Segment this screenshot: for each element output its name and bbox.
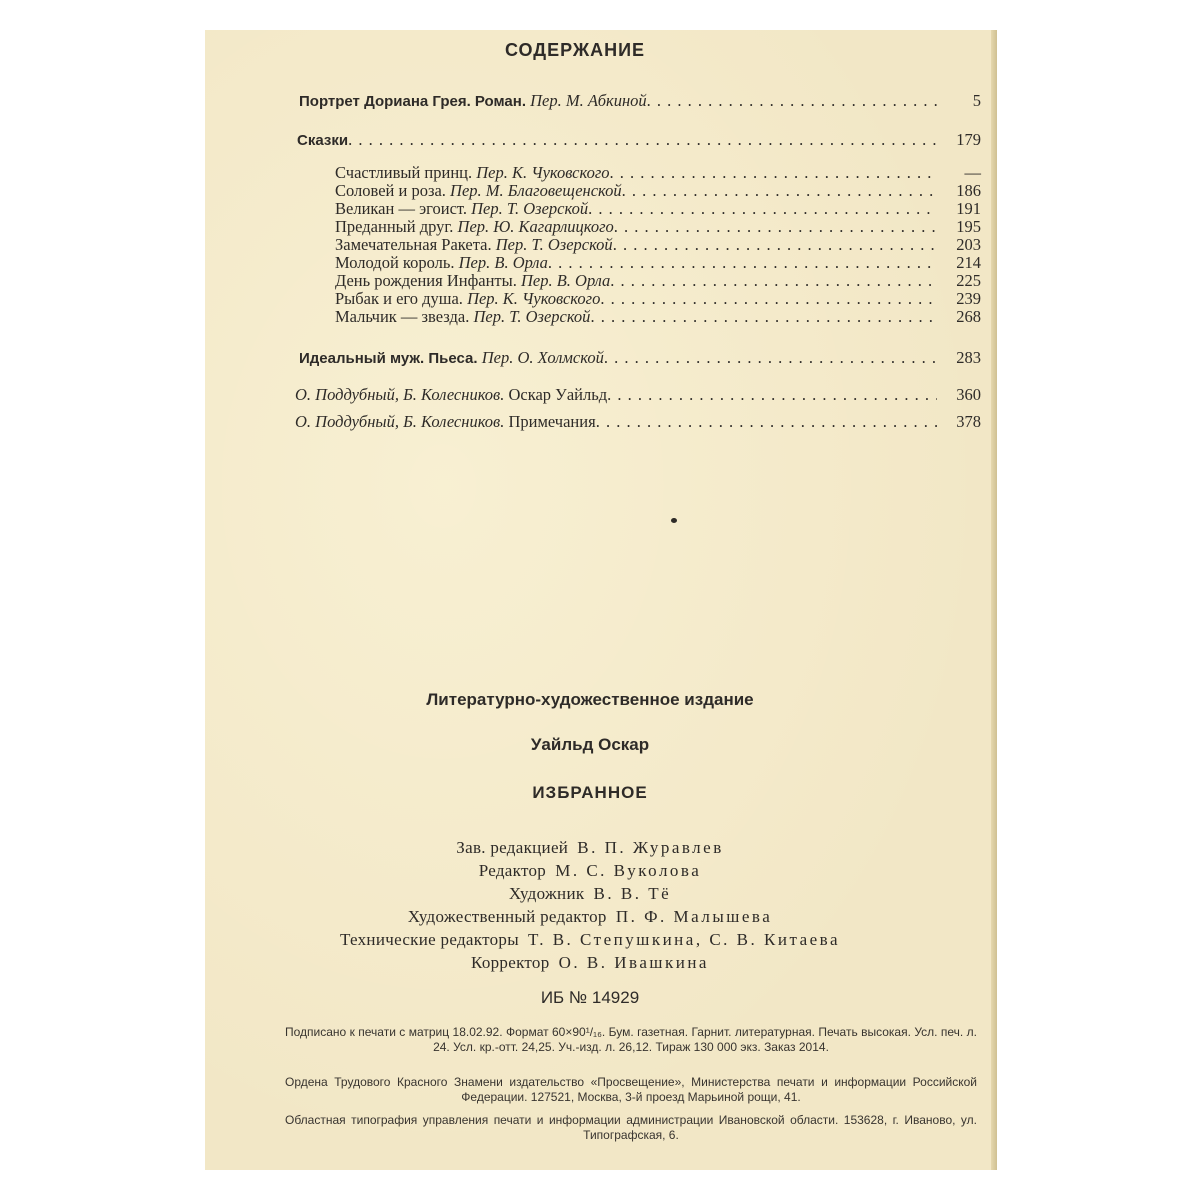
- toc-tale-translator: Пер. М. Благовещенской: [450, 181, 622, 200]
- toc-leader: [613, 235, 937, 255]
- toc-tale-page: 195: [956, 217, 981, 236]
- toc-tale-translator: Пер. Т. Озерской: [473, 307, 591, 326]
- staff-role: Редактор: [478, 861, 547, 880]
- staff-role: Технические редакторы: [339, 930, 519, 949]
- staff-name: В. П. Журавлев: [577, 838, 724, 857]
- toc-tale-translator: Пер. Т. Озерской: [495, 235, 613, 254]
- toc-tale-title: Счастливый принц.: [335, 163, 473, 182]
- publisher-info: Ордена Трудового Красного Знамени издательство «Просвещение», Министерства печати и информации Российской Федерации. 127521, Москва, 3-й проезд Марьиной рощи, 41.: [285, 1075, 977, 1104]
- page-edge: [991, 30, 997, 1170]
- staff-name: Т. В. Степушкина, С. В. Китаева: [528, 930, 841, 949]
- toc-tale-page: 203: [956, 235, 981, 254]
- toc-entry-page: 5: [972, 91, 981, 110]
- toc-leader: [622, 181, 937, 201]
- toc-tale-title: Великан — эгоист.: [335, 199, 467, 218]
- toc-leader: [548, 253, 937, 273]
- print-info: Подписано к печати с матриц 18.02.92. Формат 60×90¹/₁₆. Бум. газетная. Гарнит. литературная. Печать высокая. Усл. печ. л. 24. Усл. кр.-отт. 24,25. Уч.-изд. л. 26,12. Тираж 130 000 экз. Заказ 2014.: [285, 1025, 977, 1054]
- staff-line: [205, 953, 975, 973]
- toc-entry-page: 378: [956, 412, 981, 431]
- book-author: Уайльд Оскар: [530, 735, 650, 754]
- toc-leader: [348, 130, 937, 150]
- book-page: [205, 30, 997, 1170]
- toc-leader: [610, 163, 937, 183]
- toc-tale-translator: Пер. Ю. Кагарлицкого: [457, 217, 614, 236]
- toc-tale-title: Рыбак и его душа.: [335, 289, 463, 308]
- staff-line: [205, 884, 975, 904]
- staff-line: [205, 861, 975, 881]
- toc-tale-translator: Пер. В. Орла: [520, 271, 611, 290]
- toc-entry-skazki: [297, 130, 981, 152]
- toc-tale-title: Замечательная Ракета.: [335, 235, 492, 254]
- staff-name: О. В. Ивашкина: [558, 953, 709, 972]
- staff-name: П. Ф. Малышева: [615, 907, 773, 926]
- staff-name: М. С. Вуколова: [555, 861, 702, 880]
- toc-tale: [335, 307, 981, 329]
- toc-leader: [596, 412, 937, 432]
- toc-tale-title: Молодой король.: [335, 253, 455, 272]
- toc-leader: [607, 385, 937, 405]
- toc-entry-authors: О. Поддубный, Б. Колесников.: [295, 412, 505, 431]
- toc-tale-page: 191: [956, 199, 981, 218]
- toc-entry-title: Примечания: [508, 412, 596, 431]
- toc-leader: [588, 199, 937, 219]
- toc-tale-page: 186: [956, 181, 981, 200]
- printer-info: Областная типография управления печати и информации администрации Ивановской области. 153628, г. Иваново, ул. Типографская, 6.: [285, 1113, 977, 1142]
- toc-leader: [590, 307, 937, 327]
- toc-entry-translator: Пер. О. Холмской: [481, 348, 604, 367]
- staff-role: Художник: [508, 884, 585, 903]
- staff-line: [205, 838, 975, 858]
- toc-tale-page: —: [964, 163, 981, 182]
- toc-entry-page: 283: [956, 348, 981, 367]
- staff-line: [205, 930, 975, 950]
- toc-entry-husband: [299, 348, 981, 370]
- staff-role: Художественный редактор: [407, 907, 607, 926]
- toc-entry-notes: [295, 412, 981, 434]
- toc-tale-translator: Пер. К. Чуковского: [467, 289, 601, 308]
- toc-tale-translator: Пер. В. Орла: [458, 253, 548, 272]
- staff-role: Зав. редакцией: [456, 838, 569, 857]
- toc-tale-translator: Пер. Т. Озерской: [471, 199, 589, 218]
- toc-tale-page: 225: [956, 271, 981, 290]
- toc-leader: [614, 217, 937, 237]
- toc-tale-translator: Пер. К. Чуковского: [476, 163, 610, 182]
- printer-dot: [671, 518, 677, 523]
- edition-type: Литературно-художественное издание: [426, 690, 754, 709]
- toc-tale-title: Мальчик — звезда.: [335, 307, 470, 326]
- staff-name: В. В. Тё: [593, 884, 672, 903]
- toc-leader: [600, 289, 937, 309]
- toc-entry-page: 360: [956, 385, 981, 404]
- toc-entry-title: Портрет Дориана Грея. Роман.: [299, 93, 526, 110]
- toc-leader: [604, 348, 937, 368]
- toc-tale-page: 268: [956, 307, 981, 326]
- toc-entry-title: Идеальный муж. Пьеса.: [299, 350, 478, 367]
- toc-tale-page: 214: [956, 253, 981, 272]
- toc-tale-page: 239: [956, 289, 981, 308]
- toc-entry-title: Оскар Уайльд: [508, 385, 608, 404]
- staff-role: Корректор: [471, 953, 550, 972]
- toc-entry-title: Сказки: [297, 132, 349, 149]
- toc-tale-title: Преданный друг.: [335, 217, 454, 236]
- toc-tale-title: День рождения Инфанты.: [335, 271, 517, 290]
- ib-number: ИБ № 14929: [540, 988, 640, 1007]
- staff-line: [205, 907, 975, 927]
- toc-leader: [647, 91, 937, 111]
- toc-tale-title: Соловей и роза.: [335, 181, 446, 200]
- toc-leader: [610, 271, 937, 291]
- toc-entry-page: 179: [956, 130, 981, 149]
- toc-entry-authors: О. Поддубный, Б. Колесников.: [295, 385, 505, 404]
- toc-title: СОДЕРЖАНИЕ: [504, 40, 646, 60]
- toc-entry-dorian: [299, 91, 981, 113]
- toc-entry-translator: Пер. М. Абкиной: [530, 91, 647, 110]
- toc-entry-essay: [295, 385, 981, 407]
- book-title: ИЗБРАННОЕ: [532, 783, 648, 802]
